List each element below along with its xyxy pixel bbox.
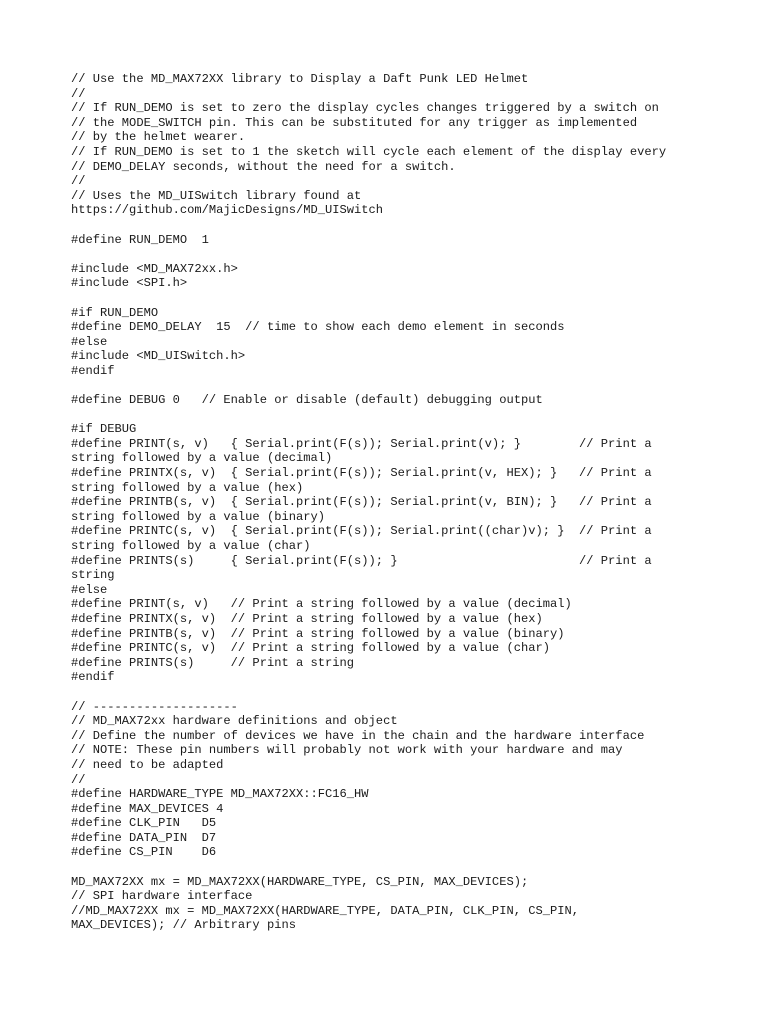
code-line: #if RUN_DEMO xyxy=(71,305,159,320)
code-line: string xyxy=(71,568,115,583)
code-line: #include <MD_UISwitch.h> xyxy=(71,349,246,364)
code-line: #define PRINTB(s, v) { Serial.print(F(s)); Serial.print(v, BIN); } // Print a xyxy=(71,495,652,510)
code-line: #define PRINT(s, v) { Serial.print(F(s)); Serial.print(v); } // Print a xyxy=(71,436,652,451)
code-line: // xyxy=(71,772,86,787)
code-line: #define PRINT(s, v) // Print a string followed by a value (decimal) xyxy=(71,597,572,612)
code-line: string followed by a value (binary) xyxy=(71,509,326,524)
code-line: string followed by a value (char) xyxy=(71,539,311,553)
code-line: #define PRINTX(s, v) // Print a string followed by a value (hex) xyxy=(71,611,543,626)
code-line: // If RUN_DEMO is set to 1 the sketch will cycle each element of the display every xyxy=(71,144,667,159)
code-line xyxy=(71,860,751,875)
code-line: // need to be adapted xyxy=(71,757,224,772)
code-line: //MD_MAX72XX mx = MD_MAX72XX(HARDWARE_TYPE, DATA_PIN, CLK_PIN, CS_PIN, xyxy=(71,903,580,918)
code-line: #define HARDWARE_TYPE MD_MAX72XX::FC16_HW xyxy=(71,787,369,802)
code-line: #define PRINTX(s, v) { Serial.print(F(s)); Serial.print(v, HEX); } // Print a xyxy=(71,466,652,481)
code-line xyxy=(71,247,751,262)
code-line: // Uses the MD_UISwitch library found at xyxy=(71,188,362,203)
code-line: // the MODE_SWITCH pin. This can be substituted for any trigger as implemented xyxy=(71,115,638,130)
code-line: #else xyxy=(71,582,108,597)
code-line: // Define the number of devices we have in the chain and the hardware interface xyxy=(71,728,645,743)
code-line: // MD_MAX72xx hardware definitions and object xyxy=(71,714,398,729)
code-line: // by the helmet wearer. xyxy=(71,130,246,145)
code-line: // xyxy=(71,86,86,101)
code-line xyxy=(71,378,751,393)
code-line: MD_MAX72XX mx = MD_MAX72XX(HARDWARE_TYPE, CS_PIN, MAX_DEVICES); xyxy=(71,874,529,889)
code-line: #define MAX_DEVICES 4 xyxy=(71,801,224,816)
code-line: #define PRINTS(s) { Serial.print(F(s)); } // Print a xyxy=(71,553,652,568)
code-line: #endif xyxy=(71,670,115,685)
code-line: #define PRINTB(s, v) // Print a string followed by a value (binary) xyxy=(71,626,565,641)
code-line: #define CLK_PIN D5 xyxy=(71,816,217,831)
code-line: #define DEMO_DELAY 15 // time to show each demo element in seconds xyxy=(71,320,565,335)
code-line: #define DATA_PIN D7 xyxy=(71,830,217,845)
code-line: #define PRINTC(s, v) // Print a string followed by a value (char) xyxy=(71,641,550,656)
code-line: // NOTE: These pin numbers will probably not work with your hardware and may xyxy=(71,743,623,758)
code-line: #else xyxy=(71,334,108,349)
code-line: // -------------------- xyxy=(71,699,238,714)
code-line: #if DEBUG xyxy=(71,422,137,437)
code-line: #define PRINTC(s, v) { Serial.print(F(s)); Serial.print((char)v); } // Print a xyxy=(71,524,652,539)
code-line: #include <SPI.h> xyxy=(71,276,188,291)
code-listing xyxy=(71,72,751,933)
code-line: #define CS_PIN D6 xyxy=(71,845,217,860)
code-line: #define DEBUG 0 // Enable or disable (default) debugging output xyxy=(71,393,543,408)
code-line xyxy=(71,408,751,423)
code-line xyxy=(71,218,751,233)
code-line: https://github.com/MajicDesigns/MD_UISwitch xyxy=(71,203,384,218)
code-line: // If RUN_DEMO is set to zero the display cycles changes triggered by a switch on xyxy=(71,101,659,116)
code-line: #include <MD_MAX72xx.h> xyxy=(71,261,238,276)
code-line xyxy=(71,685,751,700)
code-line: // SPI hardware interface xyxy=(71,889,253,904)
code-line: // Use the MD_MAX72XX library to Display a Daft Punk LED Helmet xyxy=(71,72,529,86)
code-line: string followed by a value (hex) xyxy=(71,480,304,495)
code-line: // DEMO_DELAY seconds, without the need for a switch. xyxy=(71,159,456,174)
code-line: string followed by a value (decimal) xyxy=(71,451,333,466)
code-line: // xyxy=(71,174,86,189)
code-line: #define PRINTS(s) // Print a string xyxy=(71,655,355,670)
code-line: #define RUN_DEMO 1 xyxy=(71,232,209,247)
code-line: #endif xyxy=(71,363,115,378)
code-line xyxy=(71,291,751,306)
code-line: MAX_DEVICES); // Arbitrary pins xyxy=(71,918,296,933)
